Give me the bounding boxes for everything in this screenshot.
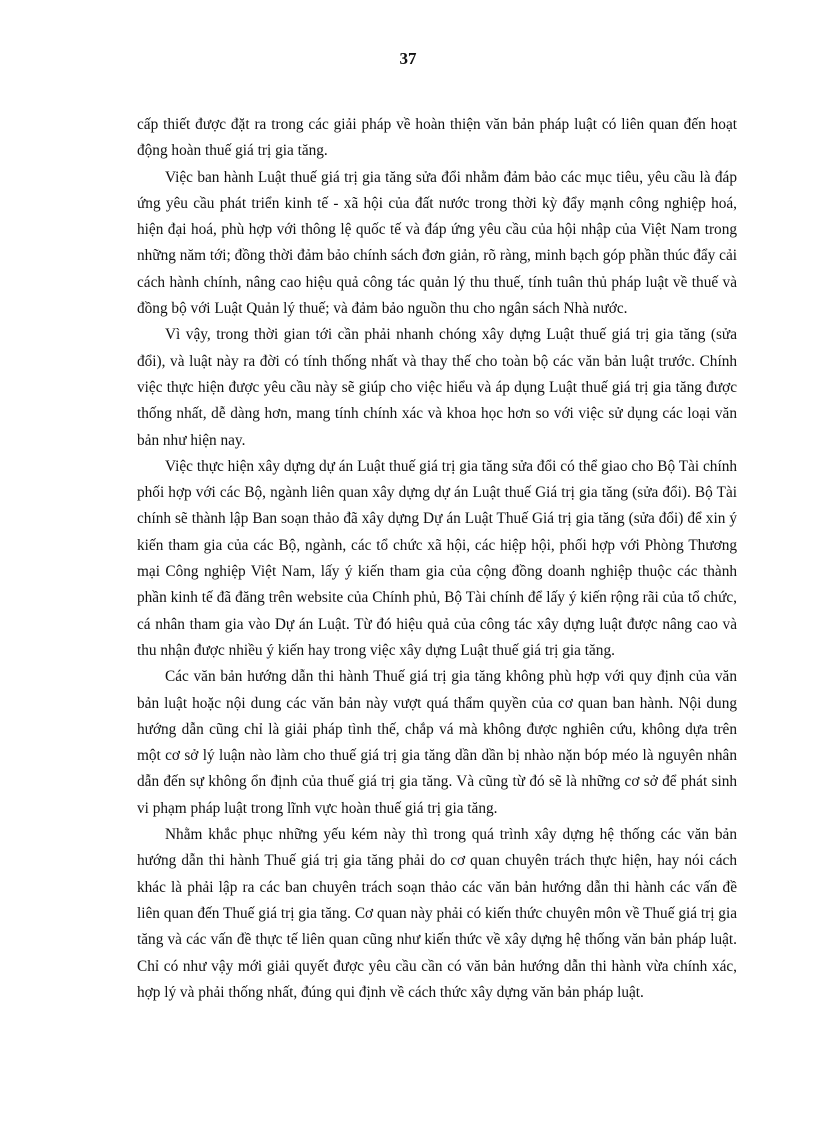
paragraph-urgent-amendment: Vì vậy, trong thời gian tới cần phải nhanh chóng xây dựng Luật thuế giá trị gia tăng (sửa đổi), và luật này ra đời có tính thống nhất và thay thế cho toàn bộ các văn bản luật trước. Chính việc thực hiện được yêu cầu này sẽ giúp cho việc hiểu và áp dụng Luật thuế giá trị gia tăng được thống nhất, dễ dàng hơn, mang tính chính xác và khoa học hơn so với việc sử dụng các loại văn bản như hiện nay. <box>137 326 737 449</box>
paragraph-drafting-process: Việc thực hiện xây dựng dự án Luật thuế giá trị gia tăng sửa đổi có thể giao cho Bộ Tài chính phối hợp với các Bộ, ngành liên quan xây dựng dự án Luật thuế Giá trị gia tăng (sửa đổi). Bộ Tài chính sẽ thành lập Ban soạn thảo đã xây dựng Dự án Luật Thuế Giá trị gia tăng (sửa đổi) để xin ý kiến tham gia của các Bộ, ngành, các tổ chức xã hội, các hiệp hội, phối hợp với Phòng Thương mại Công nghiệp Việt Nam, lấy ý kiến tham gia của cộng đồng doanh nghiệp thuộc các thành phần kinh tế đã đăng trên website của Chính phủ, Bộ Tài chính để lấy ý kiến rộng rãi của tổ chức, cá nhân tham gia vào Dự án Luật. Từ đó hiệu quả của công tác xây dựng luật được nâng cao và thu nhận được nhiều ý kiến hay trong việc xây dựng Luật thuế giá trị gia tăng. <box>137 457 737 659</box>
paragraph-continuation: cấp thiết được đặt ra trong các giải pháp về hoàn thiện văn bản pháp luật có liên quan đến hoạt động hoàn thuế giá trị gia tăng. <box>137 116 737 160</box>
paragraph-remedies: Nhằm khắc phục những yếu kém này thì trong quá trình xây dựng hệ thống các văn bản hướng dẫn thi hành Thuế giá trị gia tăng phải do cơ quan chuyên trách thực hiện, hay nói cách khác là phải lập ra các ban chuyên trách soạn thảo các văn bản hướng dẫn thi hành các vấn đề liên quan đến Thuế giá trị gia tăng. Cơ quan này phải có kiến thức chuyên môn về Thuế giá trị gia tăng và các vấn đề thực tế liên quan cũng như kiến thức về xây dựng hệ thống văn bản pháp luật. Chỉ có như vậy mới giải quyết được yêu cầu cần có văn bản hướng dẫn thi hành vừa chính xác, hợp lý và phải thống nhất, đúng qui định về cách thức xây dựng văn bản pháp luật. <box>137 826 737 1001</box>
body-text <box>137 112 737 1006</box>
paragraph-guidance-issues: Các văn bản hướng dẫn thi hành Thuế giá trị gia tăng không phù hợp với quy định của văn bản luật hoặc nội dung các văn bản này vượt quá thẩm quyền của cơ quan ban hành. Nội dung hướng dẫn cũng chỉ là giải pháp tình thế, chắp vá mà không được nghiên cứu, không dựa trên một cơ sở lý luận nào làm cho thuế giá trị gia tăng dần dần bị nhào nặn bóp méo là nguyên nhân dẫn đến sự không ổn định của thuế giá trị gia tăng. Và cũng từ đó sẽ là những cơ sở để phát sinh vi phạm pháp luật trong lĩnh vực hoàn thuế giá trị gia tăng. <box>137 668 737 817</box>
paragraph-vat-law-objectives: Việc ban hành Luật thuế giá trị gia tăng sửa đổi nhằm đảm bảo các mục tiêu, yêu cầu là đáp ứng yêu cầu phát triển kinh tế - xã hội của đất nước trong thời kỳ đẩy mạnh công nghiệp hoá, hiện đại hoá, phù hợp với thông lệ quốc tế và đáp ứng yêu cầu của hội nhập của Việt Nam trong những năm tới; đồng thời đảm bảo chính sách đơn giản, rõ ràng, minh bạch góp phần thúc đẩy cải cách hành chính, nâng cao hiệu quả công tác quản lý thu thuế, tính tuân thủ pháp luật về thuế và đồng bộ với Luật Quản lý thuế; và đảm bảo nguồn thu cho ngân sách Nhà nước. <box>137 168 737 318</box>
page-number: 37 <box>399 49 417 68</box>
